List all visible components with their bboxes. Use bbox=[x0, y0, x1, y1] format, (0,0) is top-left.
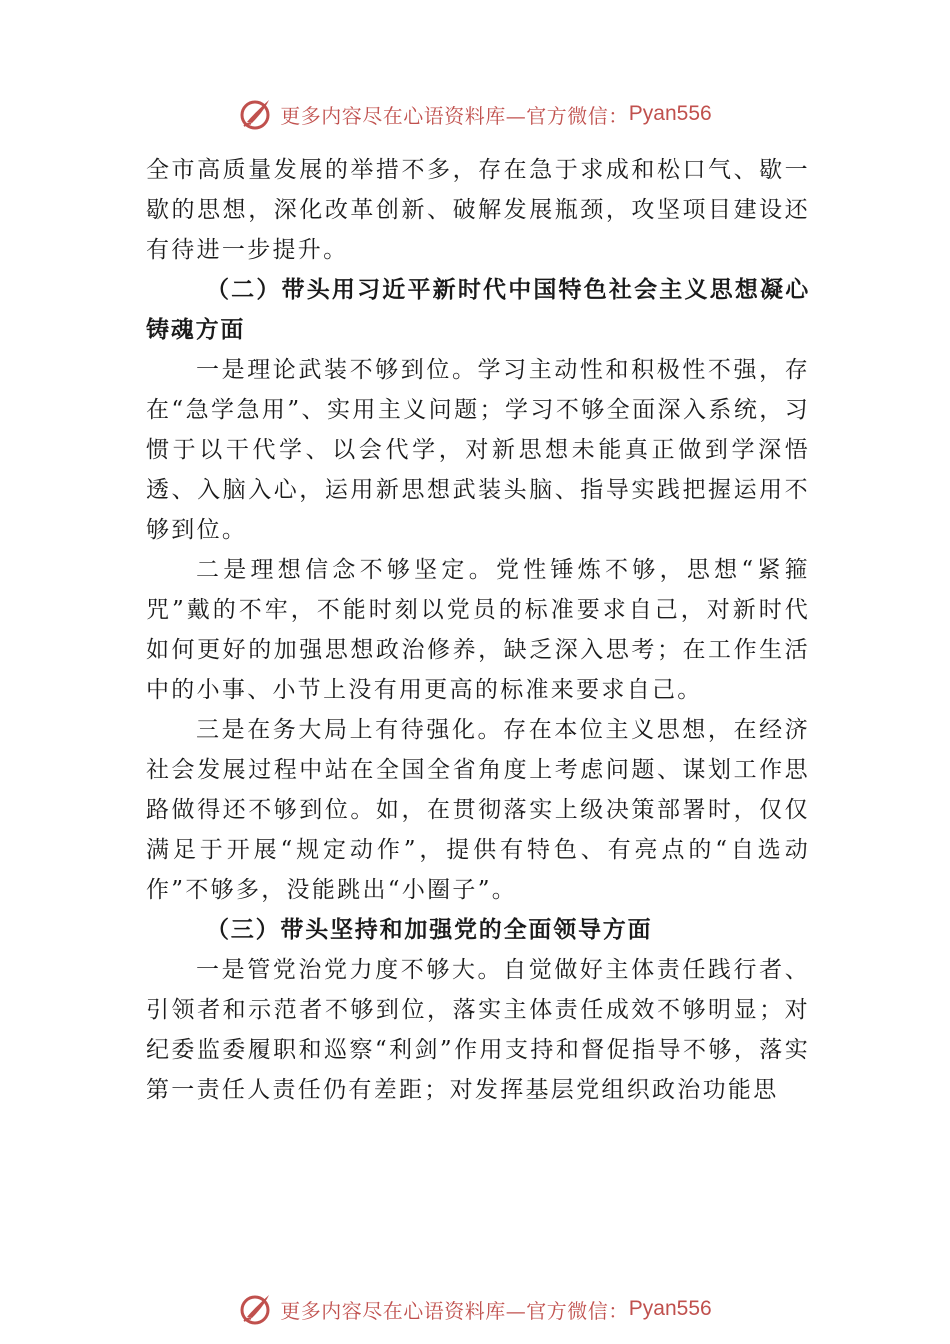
footer-banner bbox=[0, 1289, 950, 1329]
paragraph-continuation: 全市高质量发展的举措不多，存在急于求成和松口气、歇一歇的思想，深化改革创新、破解发展瓶颈，攻坚项目建设还有待进一步提升。 bbox=[146, 157, 810, 263]
brush-logo-icon bbox=[238, 1291, 274, 1327]
banner-slogan: 更多内容尽在心语资料库—官方微信： bbox=[280, 103, 629, 128]
wechat-id: Pyan556 bbox=[628, 1297, 712, 1320]
section-heading-3: （三）带头坚持和加强党的全面领导方面 bbox=[206, 916, 653, 943]
banner-slogan: 更多内容尽在心语资料库—官方微信： bbox=[280, 1298, 629, 1323]
brush-logo-icon bbox=[238, 96, 274, 132]
document-body bbox=[146, 150, 810, 1110]
paragraph-theory: 一是理论武装不够到位。学习主动性和积极性不强，存在“急学急用”、实用主义问题；学习不够全面深入系统，习惯于以干代学、以会代学，对新思想未能真正做到学深悟透、入脑入心，运用新思想武装头脑、指导实践把握运用不够到位。 bbox=[146, 357, 810, 543]
wechat-id: Pyan556 bbox=[628, 102, 712, 125]
header-banner bbox=[0, 94, 950, 134]
paragraph-party-governance: 一是管党治党力度不够大。自觉做好主体责任践行者、引领者和示范者不够到位，落实主体责任成效不够明显；对纪委监委履职和巡察“利剑”作用支持和督促指导不够，落实第一责任人责任仍有差距；对发挥基层党组织政治功能思 bbox=[146, 957, 810, 1103]
paragraph-overall-situation: 三是在务大局上有待强化。存在本位主义思想，在经济社会发展过程中站在全国全省角度上考虑问题、谋划工作思路做得还不够到位。如，在贯彻落实上级决策部署时，仅仅满足于开展“规定动作”，提供有特色、有亮点的“自选动作”不够多，没能跳出“小圈子”。 bbox=[146, 717, 810, 903]
paragraph-ideals: 二是理想信念不够坚定。党性锤炼不够，思想“紧箍咒”戴的不牢，不能时刻以党员的标准要求自己，对新时代如何更好的加强思想政治修养，缺乏深入思考；在工作生活中的小事、小节上没有用更高的标准来要求自己。 bbox=[146, 557, 810, 703]
section-heading-2: （二）带头用习近平新时代中国特色社会主义思想凝心铸魂方面 bbox=[146, 276, 810, 343]
